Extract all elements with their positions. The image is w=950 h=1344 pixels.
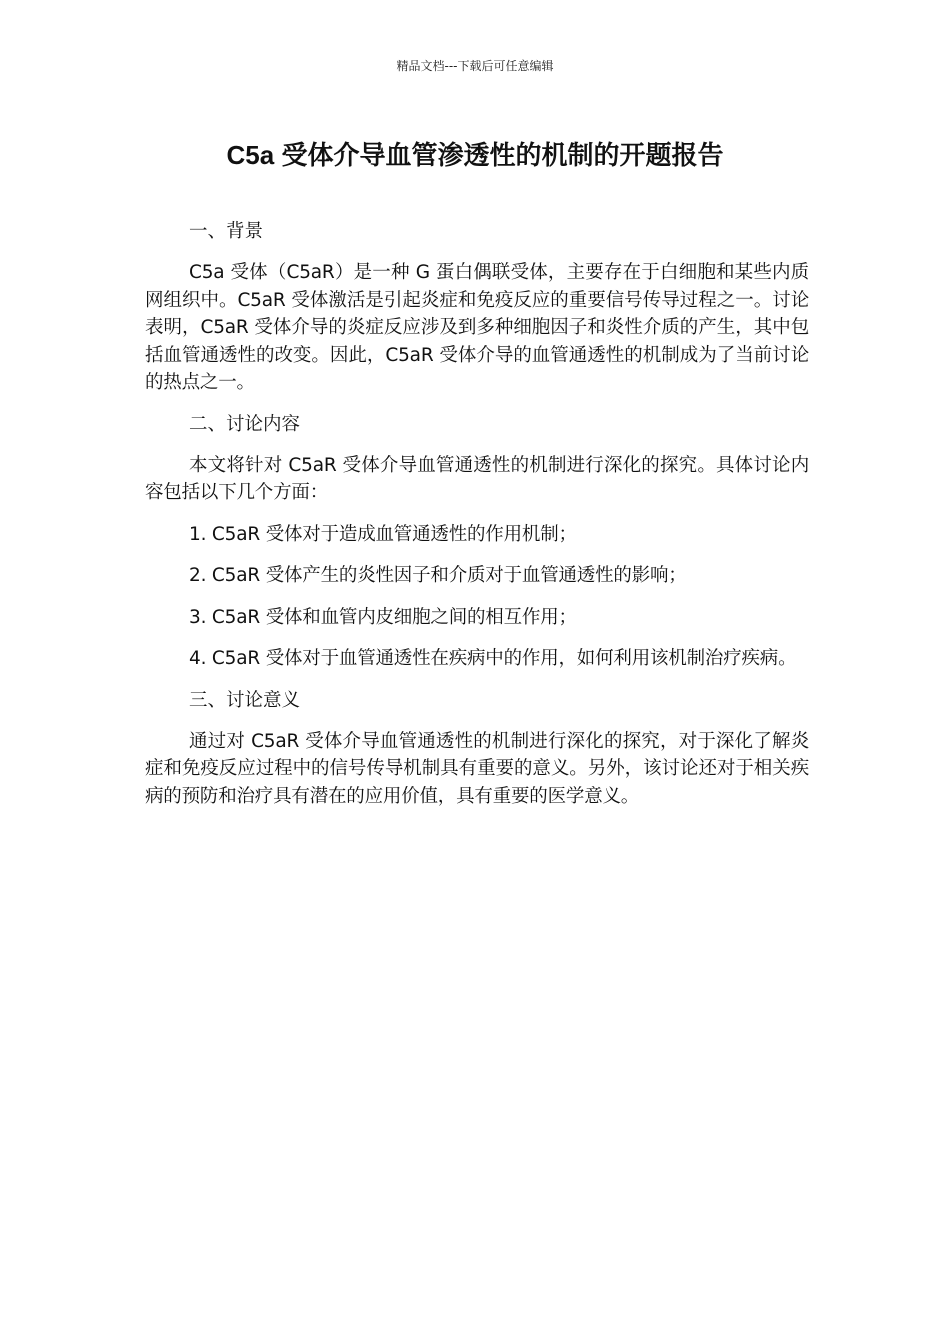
section-background — [145, 218, 809, 397]
list-item: 4. C5aR 受体对于血管通透性在疾病中的作用，如何利用该机制治疗疾病。 — [189, 648, 797, 669]
section-heading: 三、讨论意义 — [189, 689, 301, 711]
section-heading: 一、背景 — [189, 221, 264, 242]
list-item: 2. C5aR 受体产生的炎性因子和介质对于血管通透性的影响； — [189, 565, 687, 586]
section-paragraph: 本文将针对 C5aR 受体介导血管通透性的机制进行深化的探究。具体讨论内容包括以下几个方面： — [145, 454, 809, 503]
page-header-note: 精品文档---下载后可任意编辑 — [396, 59, 554, 73]
section-heading: 二、讨论内容 — [189, 413, 301, 435]
list-item: 1. C5aR 受体对于造成血管通透性的作用机制； — [189, 523, 577, 545]
section-significance — [145, 687, 809, 811]
document-body — [145, 218, 809, 824]
section-paragraph: C5a 受体（C5aR）是一种 G 蛋白偶联受体，主要存在于白细胞和某些内质网组织中。C5aR 受体激活是引起炎症和免疫反应的重要信号传导过程之一。讨论表明，C5aR 受体介导的炎症反应涉及到多种细胞因子和炎性介质的产生，其中包括血管通透性的改变。因此，C5aR 受体介导的血管通透性的机制成为了当前讨论的热点之一。 — [145, 262, 809, 393]
list-item: 3. C5aR 受体和血管内皮细胞之间的相互作用； — [189, 606, 577, 628]
document-title: C5a 受体介导血管渗透性的机制的开题报告 — [226, 140, 724, 170]
section-research-content — [145, 411, 809, 673]
section-paragraph: 通过对 C5aR 受体介导血管通透性的机制进行深化的探究，对于深化了解炎症和免疫反应过程中的信号传导机制具有重要的意义。另外，该讨论还对于相关疾病的预防和治疗具有潜在的应用价值，具有重要的医学意义。 — [145, 730, 809, 807]
